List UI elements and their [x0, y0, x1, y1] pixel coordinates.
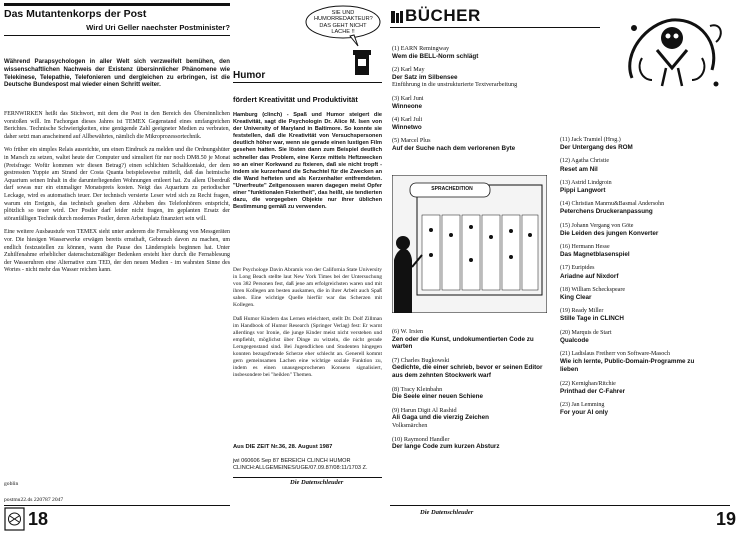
book-author: Christian Manrnu&Basmal Andersohn [571, 201, 665, 208]
book-title: Ariadne auf Nixdorf [560, 272, 619, 280]
books-list-col2 [560, 137, 710, 417]
book-author: Agatha Christie [571, 158, 609, 165]
list-item [560, 308, 710, 323]
humor-subheadline: fördert Kreativität und Produktivität [233, 95, 358, 104]
book-num: (15) [560, 222, 570, 229]
left-body [4, 111, 230, 281]
book-author: Kernighan/Ritchie [571, 380, 616, 387]
monkey-illustration-icon [612, 8, 732, 90]
list-item [392, 95, 552, 110]
list-item [392, 66, 552, 89]
mutant-logo-icon [4, 507, 25, 531]
list-item [392, 328, 552, 351]
list-item [560, 244, 710, 259]
book-title: Winnetwo [392, 123, 422, 131]
book-author: Charles Bugkowski [400, 356, 450, 364]
left-filecode: postmu22.ds 220787 2047 [4, 497, 64, 503]
list-item [560, 137, 710, 152]
book-author: Hermann Hesse [571, 244, 610, 251]
page-number-right: 19 [716, 509, 737, 529]
book-num: (21) [560, 351, 570, 358]
bottom-rule-right [390, 505, 730, 506]
book-num: (23) [560, 402, 570, 409]
list-item [392, 137, 552, 152]
book-num: (16) [560, 244, 570, 251]
book-num: (3) [392, 94, 400, 102]
book-num: (18) [560, 286, 570, 293]
book-num: (13) [560, 179, 570, 186]
book-author: Karl May [400, 66, 425, 74]
book-author: Jan Lemming [571, 402, 605, 409]
book-num: (22) [560, 380, 570, 387]
list-item [392, 386, 552, 401]
books-list-col1 [392, 45, 552, 159]
book-title: Die Seele einer neuen Schiene [392, 393, 483, 401]
page-number-left: 18 [28, 509, 49, 529]
left-headline: Das Mutantenkorps der Post [4, 8, 147, 20]
list-item [392, 407, 552, 430]
book-title: Reset am Nil [560, 165, 598, 173]
book-title: Wem die BELL-Norm schlägt [392, 52, 479, 60]
book-subtitle: Volksmärchen [392, 421, 428, 429]
datenschleuder-logo-text: Die Datenschleuder [290, 479, 344, 486]
humor-lead-text: Hamburg (clinch) - Spaß und Humor steigert die Kreativität, sagt die Psychologin Dr. Alice M. Isen von der University of Maryland in Baltimore. So konnte sie feststellen, daß die Kreativität von Versuchspersonen deutlich höher war, wenn sie gerade einen lustigen Film gesehen hatten. Sie lösten dann zum Beispiel deutlich schneller das Problem, eine Kerze mittels Heftzwecken so an einer Korkwand zu fixieren, daß sie nicht tropft - indem sie kurzerhand die Schachtel für die Zwecken an die Wand hefteten und als Kerzenhalter entfremdeten. "Unerfreute" Zeitgenossen waren dagegen meist Opfer einer "funktionalen Fixiertheit", das heißt, sie tendierten dazu, die vorgegeben Objekte nur ihrer üblichen Bestimmung gemäß zu verwenden. [233, 112, 382, 211]
list-item [392, 357, 552, 380]
books-icon [390, 10, 404, 24]
buecher-header: BÜCHER [405, 6, 481, 25]
book-author: Ladislaus Freiherr von Software-Masoch [571, 351, 670, 358]
book-title: Der Satz im Silbensee [392, 73, 458, 81]
book-num: (11) [560, 137, 570, 143]
book-num: (10) [392, 435, 403, 443]
humor-bottom-rule [233, 477, 382, 478]
book-author: Karl Juni [400, 94, 424, 102]
book-num: (7) [392, 356, 400, 364]
list-item [560, 402, 710, 417]
speech-bubble-text: SIE UND HUMORREDAKTEUR? DAS GEHT NICHT LACHE !! [314, 10, 373, 36]
left-lead [4, 58, 230, 89]
humor-headline: Humor [233, 70, 266, 81]
book-author: William Scheckspeare [571, 286, 625, 293]
left-lead-text: Während Parapsychologen in aller Welt sich verzweifelt bemühen, den wissenschaftlichen Nachweis der Existenz übersinnlicher Phänomene wie Telekinese, Telepathie, Telefonieren und dergleichen zu erbringen, ist die Deutsche Bundespost mal wieder einen Schritt weiter. [4, 58, 230, 89]
book-author: Tracy Kleinbahn [400, 385, 443, 393]
list-item [560, 180, 710, 195]
book-title: Printhad der C-Fahrer [560, 387, 626, 395]
book-title: Ali Gaga und die vierzig Zeichen [392, 414, 489, 422]
book-title: Gedichte, die einer schrieb, bevor er seinen Editor aus dem zehnten Stockwerk warf [392, 364, 543, 379]
book-title: Pippi Langwort [560, 187, 606, 195]
book-num: (5) [392, 137, 400, 145]
book-num: (9) [392, 406, 400, 414]
left-author: goblin [4, 481, 19, 487]
list-item [560, 381, 710, 396]
book-author: Ready Miller [571, 308, 604, 315]
book-title: Zen oder die Kunst, undokumentierten Code zu warten [392, 335, 534, 351]
left-para-1: FERNWIRKEN heißt das Stichwort, mit dem die Post in den Bereich des Übersinnlichen vorstoßen will. Im Fachorgan dieses Jahres ist TEMEX Gegenstand eines umfangreichen Berichtes. Technische Schwierigkeiten, eine genügende Zahl geeigneter Medien zu verbraten, daher setzt man anscheinend auf Allbewährtes, nämlich die Mikroprozessortechnik. [4, 111, 230, 140]
book-author: Marquis de Start [571, 329, 612, 336]
book-num: (12) [560, 158, 570, 165]
book-title: Winneone [392, 102, 423, 110]
list-item [560, 201, 710, 216]
book-num: (6) [392, 328, 400, 335]
list-item [392, 116, 552, 131]
book-author: Karl Juli [400, 116, 423, 124]
book-num: (19) [560, 308, 570, 315]
buecher-rule [390, 27, 600, 28]
datenschleuder-logo-right [420, 509, 473, 516]
left-para-2: Wo früher ein simples Relais ausreichte, um einen Eindruck zu melden und die Ordnungshüter in Marsch zu setzen, waltet heute der Computer und simuliert für nur noch DM8.50 je Monat (Preisfrage: Wofür kommen wir diesen Betrag?) einen schlichten Schaltkontakt, der dem gestressten Yuppie am Strand der Costa Quanta beispielsweise mitteilt, daß das heimische Aquarium seinen Inhalt in die darunterliegenden Wohnungen entleert hat. Zu allem Überdruß darf sowas nur ein einmaliger Monatspreis kosten. Neigt das Aquarium zu periodischer Leckage, wird es automatisch teuer. Der technisch versierte Leser wird sich zu Recht fragen, warum ein Ereignis, das technisch gesehen dem Abheben des Telefonhörers entspricht, plötzlich so teuer wird. Der Postler darf leider nicht fragen, im geplanten Ersatz der störanfälligen Technik durch modernes Postler, deren Arbeitsplatz finanziert sein will. [4, 147, 230, 222]
datenschleuder-logo-text: Die Datenschleuder [420, 509, 474, 516]
book-author: Euripides [571, 265, 595, 272]
book-num: (14) [560, 201, 570, 208]
list-item [560, 351, 710, 375]
book-num: (20) [560, 329, 570, 336]
left-subheadline: Wird Uri Geller naechster Postminister? [86, 23, 230, 32]
book-author: Raymond Handler [403, 435, 450, 443]
book-title: Das Magnetblasenspiel [560, 251, 630, 259]
book-title: Der lange Code zum kurzen Absturz [392, 443, 500, 451]
book-num: (1) [392, 45, 400, 52]
book-author: Harun Digit Al Rashid [400, 406, 457, 414]
book-num: (8) [392, 385, 400, 393]
book-author: Johann Vergang von Göte [571, 222, 634, 229]
speech-bubble [304, 4, 382, 42]
book-author: EARN Remingway [400, 45, 450, 52]
book-author: Jack Tramiel (Hrsg.) [571, 137, 621, 143]
book-title: Peterchens Druckeranpassung [560, 208, 653, 216]
book-title: Qualcode [560, 336, 589, 344]
bottom-rule-left [4, 505, 230, 506]
book-num: (4) [392, 116, 400, 124]
book-title: For your AI only [560, 409, 609, 417]
book-title: Wie ich lernte, Public-Domain-Programme zu lieben [560, 358, 695, 374]
book-title: Die Leiden des jungen Konverter [560, 229, 659, 237]
list-item [392, 436, 552, 451]
book-title: Der Untergang des ROM [560, 144, 633, 152]
humor-jar-icon [350, 48, 374, 78]
list-item [560, 265, 710, 280]
book-title: King Clear [560, 294, 592, 302]
list-item [560, 287, 710, 302]
humor-rule [233, 82, 382, 83]
book-num: (2) [392, 66, 400, 74]
list-item [560, 223, 710, 238]
book-author: W. Irsien [400, 328, 424, 335]
humor-lead [233, 112, 382, 211]
humor-body [233, 267, 382, 385]
book-title: Auf der Suche nach dem verlorenen Byte [392, 144, 516, 152]
top-rule-left [4, 3, 230, 6]
humor-source: Aus DIE ZEIT Nr.36, 28. August 1987 [233, 444, 333, 450]
humor-para-1: Der Psychologe Davin Abramis von der California State University in Long Beach stellte laut New York Times bei der Untersuchung von 382 Personen fest, daß jene am erfolgreichsten waren und mit ihren Kollegen am besten auskamen, die in ihrer Arbeit auch Spaß sahen. Eine wichtige Quelle hierfür war das Scherzen mit Kollegen. [233, 267, 382, 309]
books-list-col1b [392, 328, 552, 457]
humor-jwi: jwi 060606 Sep 87 BEREICH CLINCH HUMOR CLINCH:ALLGEMEINES/UGE/07.09.87/08:11/1703 Z. [233, 458, 368, 472]
book-author: Astrid Lindgroin [571, 179, 612, 186]
list-item [560, 158, 710, 173]
list-item [392, 45, 552, 60]
book-title: Stille Tage in CLINCH [560, 315, 624, 323]
humor-para-2: Daß Humor Kindern das Lernen erleichtert, stellt Dr. Dolf Zillman im Handbook of Humor Research (Springer Verlag) fest: Er warnt allerdings vor Ironie, die junge Kinder meist nicht verstehen und empfiehlt, möglichst über Dinge zu witzeln, die nicht gerade Lerngegenstand sind. Bei Jugendlichen und Studenten hingegen konnten bezugsfremde Scherze eher schlecht an. Generell kommt gern gemeinsamen Lachen eine wichtige soziale Funktion zu, indem es einen unausgesprochenen Konsens signalisiert, insbesondere bei "heiklen" Themen. [233, 315, 382, 379]
left-sub-rule [4, 35, 230, 36]
datenschleuder-logo-middle [290, 479, 343, 486]
book-subtitle: Einführung in die unstrukturierte Textverarbeitung [392, 81, 518, 89]
illustration-label: SPRACHEDITION [431, 186, 473, 192]
book-author: Marcel Plus [400, 137, 431, 145]
left-para-3: Eine weitere Ausbaustufe von TEMEX sieht unter anderem die Fernablesung von Messgeräten vor. Die hiesigen Wasserwerke erwägen bereits ernsthaft, Gebrauch davon zu machen, um endlich festzustellen zu können, wann die Pause des Länderspiels beginnen hat. Unter Zuhilfenahme erheblicher datenschutzmäßiger Bedenken ersteht hier durch die Fernablesung der Wasseruhren eine Alternative zum TED, der den neuen Medien - im wahrsten Sinne des Wortes - nicht mehr das Wasser reichen kann. [4, 229, 230, 274]
computer-room-illustration [392, 175, 547, 313]
book-num: (17) [560, 265, 570, 272]
list-item [560, 330, 710, 345]
